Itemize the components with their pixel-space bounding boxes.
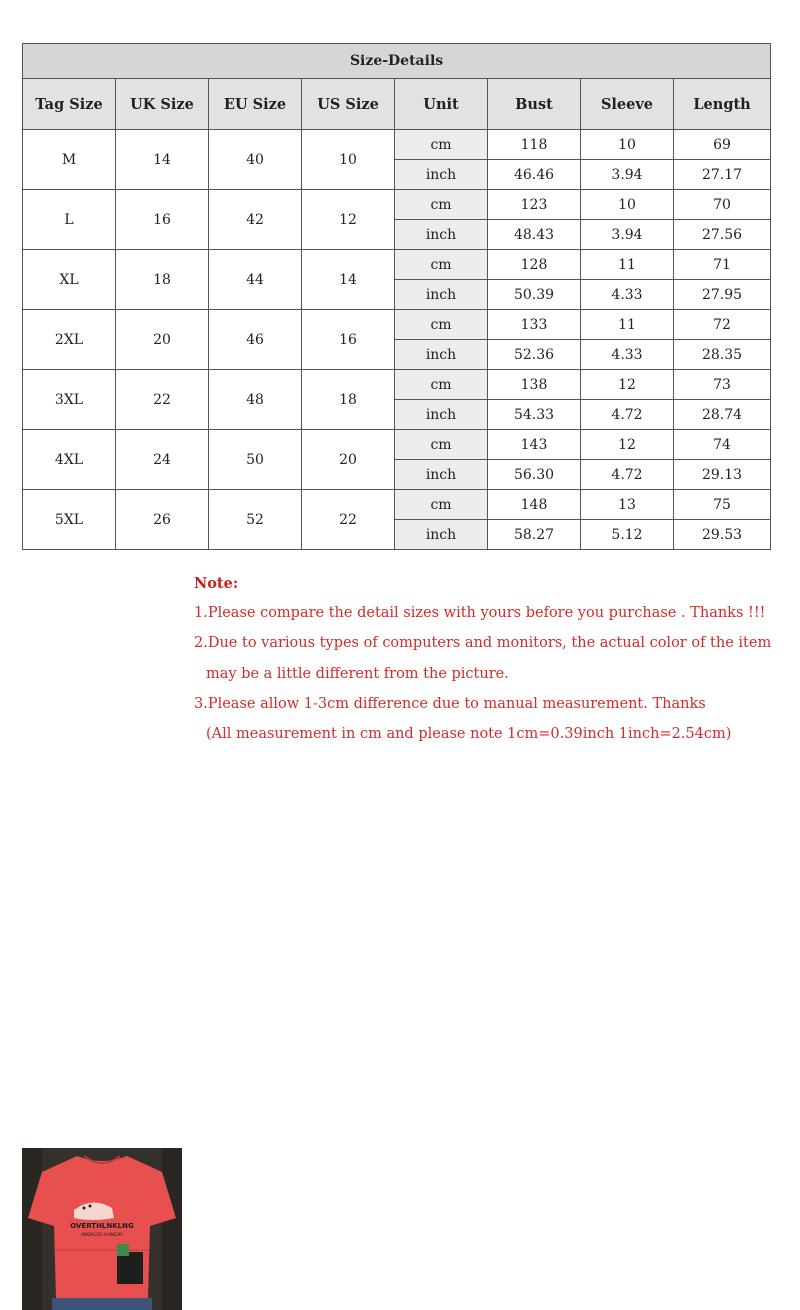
unit-cell: inch xyxy=(395,460,488,490)
shirt-pocket xyxy=(117,1252,143,1284)
length-cell: 28.35 xyxy=(674,340,771,370)
table-title: Size-Details xyxy=(23,44,771,79)
unit-cell: inch xyxy=(395,520,488,550)
size-eu-cell: 40 xyxy=(209,130,302,190)
note-title: Note: xyxy=(194,575,239,592)
table-row xyxy=(23,250,771,280)
length-cell: 73 xyxy=(674,370,771,400)
header-row xyxy=(23,79,771,130)
sleeve-cell: 10 xyxy=(581,190,674,220)
product-photo xyxy=(22,1148,182,1310)
bust-cell: 46.46 xyxy=(488,160,581,190)
length-cell: 69 xyxy=(674,130,771,160)
unit-cell: cm xyxy=(395,430,488,460)
length-cell: 72 xyxy=(674,310,771,340)
size-tag-cell: 4XL xyxy=(23,430,116,490)
bust-cell: 143 xyxy=(488,430,581,460)
unit-cell: cm xyxy=(395,190,488,220)
unit-cell: inch xyxy=(395,340,488,370)
sleeve-cell: 10 xyxy=(581,130,674,160)
bust-cell: 54.33 xyxy=(488,400,581,430)
note-line-3b: (All measurement in cm and please note 1cm=0.39inch 1inch=2.54cm) xyxy=(206,726,732,742)
size-uk-cell: 18 xyxy=(116,250,209,310)
bust-cell: 48.43 xyxy=(488,220,581,250)
note-line-1: 1.Please compare the detail sizes with yours before you purchase . Thanks !!! xyxy=(194,605,766,621)
length-cell: 28.74 xyxy=(674,400,771,430)
note-area xyxy=(0,570,800,1238)
shirt-illustration xyxy=(22,1148,182,1310)
bust-cell: 123 xyxy=(488,190,581,220)
size-uk-cell: 24 xyxy=(116,430,209,490)
length-cell: 75 xyxy=(674,490,771,520)
unit-cell: inch xyxy=(395,400,488,430)
note-line-2b: may be a little different from the picture. xyxy=(206,666,509,682)
size-uk-cell: 26 xyxy=(116,490,209,550)
size-tag-cell: 2XL xyxy=(23,310,116,370)
unit-cell: cm xyxy=(395,370,488,400)
table-row xyxy=(23,490,771,520)
size-uk-cell: 16 xyxy=(116,190,209,250)
size-eu-cell: 44 xyxy=(209,250,302,310)
size-us-cell: 12 xyxy=(302,190,395,250)
sleeve-cell: 13 xyxy=(581,490,674,520)
unit-cell: cm xyxy=(395,490,488,520)
size-uk-cell: 20 xyxy=(116,310,209,370)
length-cell: 27.56 xyxy=(674,220,771,250)
column-header: EU Size xyxy=(209,79,302,130)
bust-cell: 58.27 xyxy=(488,520,581,550)
bust-cell: 133 xyxy=(488,310,581,340)
table-row xyxy=(23,310,771,340)
size-us-cell: 18 xyxy=(302,370,395,430)
size-us-cell: 16 xyxy=(302,310,395,370)
size-uk-cell: 22 xyxy=(116,370,209,430)
size-us-cell: 22 xyxy=(302,490,395,550)
size-tag-cell: 5XL xyxy=(23,490,116,550)
length-cell: 74 xyxy=(674,430,771,460)
size-eu-cell: 48 xyxy=(209,370,302,430)
sleeve-cell: 4.33 xyxy=(581,280,674,310)
column-header: Unit xyxy=(395,79,488,130)
size-us-cell: 20 xyxy=(302,430,395,490)
table-row xyxy=(23,190,771,220)
bust-cell: 52.36 xyxy=(488,340,581,370)
print-line-1: OVERTHLNKLNG xyxy=(70,1222,134,1230)
note-line-2a: 2.Due to various types of computers and monitors, the actual color of the item xyxy=(194,635,772,651)
bust-cell: 50.39 xyxy=(488,280,581,310)
sleeve-cell: 11 xyxy=(581,310,674,340)
bust-cell: 118 xyxy=(488,130,581,160)
table-row xyxy=(23,430,771,460)
unit-cell: cm xyxy=(395,250,488,280)
sleeve-cell: 12 xyxy=(581,370,674,400)
length-cell: 29.53 xyxy=(674,520,771,550)
table-row xyxy=(23,370,771,400)
size-tag-cell: 3XL xyxy=(23,370,116,430)
size-details-table xyxy=(22,43,771,550)
bust-cell: 56.30 xyxy=(488,460,581,490)
unit-cell: inch xyxy=(395,280,488,310)
sleeve-cell: 5.12 xyxy=(581,520,674,550)
size-us-cell: 14 xyxy=(302,250,395,310)
size-tag-cell: M xyxy=(23,130,116,190)
size-uk-cell: 14 xyxy=(116,130,209,190)
sleeve-cell: 3.94 xyxy=(581,220,674,250)
sleeve-cell: 4.33 xyxy=(581,340,674,370)
print-line-2: ANDALSO HUNGRY xyxy=(80,1233,124,1238)
column-header: Tag Size xyxy=(23,79,116,130)
sleeve-cell: 12 xyxy=(581,430,674,460)
size-tag-cell: XL xyxy=(23,250,116,310)
column-header: UK Size xyxy=(116,79,209,130)
column-header: Length xyxy=(674,79,771,130)
sleeve-cell: 4.72 xyxy=(581,400,674,430)
sleeve-cell: 11 xyxy=(581,250,674,280)
length-cell: 71 xyxy=(674,250,771,280)
unit-cell: cm xyxy=(395,310,488,340)
table-body xyxy=(23,130,771,550)
size-eu-cell: 52 xyxy=(209,490,302,550)
table-row xyxy=(23,130,771,160)
length-cell: 27.17 xyxy=(674,160,771,190)
unit-cell: inch xyxy=(395,160,488,190)
length-cell: 27.95 xyxy=(674,280,771,310)
sleeve-cell: 4.72 xyxy=(581,460,674,490)
column-header: Bust xyxy=(488,79,581,130)
length-cell: 70 xyxy=(674,190,771,220)
sleeve-cell: 3.94 xyxy=(581,160,674,190)
size-eu-cell: 42 xyxy=(209,190,302,250)
column-header: US Size xyxy=(302,79,395,130)
note-line-3a: 3.Please allow 1-3cm difference due to manual measurement. Thanks xyxy=(194,696,706,712)
unit-cell: cm xyxy=(395,130,488,160)
bust-cell: 138 xyxy=(488,370,581,400)
size-eu-cell: 50 xyxy=(209,430,302,490)
bust-cell: 128 xyxy=(488,250,581,280)
column-header: Sleeve xyxy=(581,79,674,130)
size-eu-cell: 46 xyxy=(209,310,302,370)
size-us-cell: 10 xyxy=(302,130,395,190)
unit-cell: inch xyxy=(395,220,488,250)
size-tag-cell: L xyxy=(23,190,116,250)
length-cell: 29.13 xyxy=(674,460,771,490)
bust-cell: 148 xyxy=(488,490,581,520)
